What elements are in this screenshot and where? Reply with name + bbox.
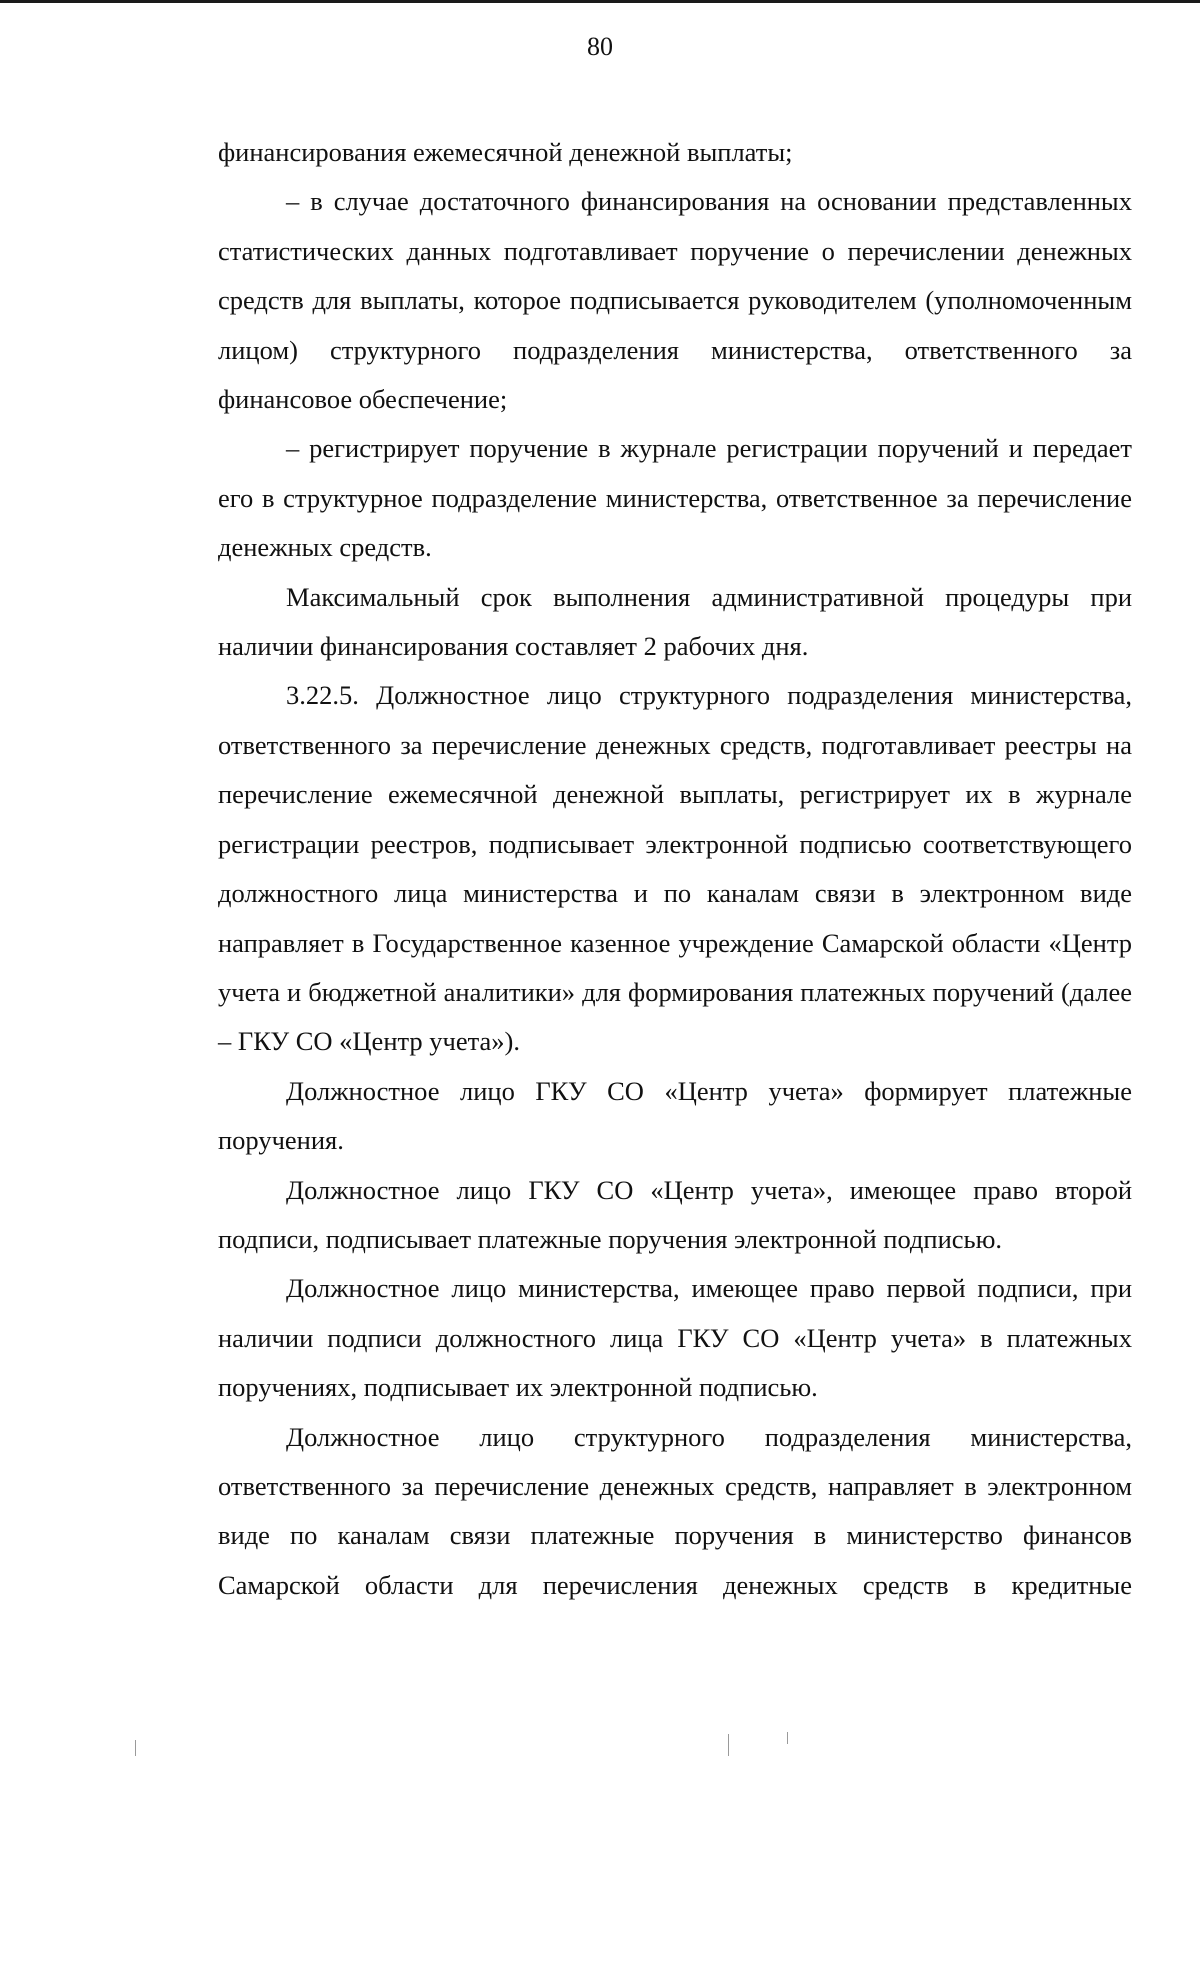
document-body (218, 128, 1132, 1610)
paragraph-section-3-22-5: 3.22.5. Должностное лицо структурного подразделения министерства, ответственного за перечисление денежных средств, подготавливает реестры на перечисление ежемесячной денежной выплаты, регистрирует их в журнале регистрации реестров, подписывает электронной подписью соответствующего должностного лица министерства и по каналам связи в электронном виде направляет в Государственное казенное учреждение Самарской области «Центр учета и бюджетной аналитики» для формирования платежных поручений (далее – ГКУ СО «Центр учета»). (218, 680, 1132, 1057)
paragraph: Должностное лицо ГКУ СО «Центр учета» формирует платежные поручения. (218, 1075, 1132, 1156)
page-number: 80 (587, 32, 613, 61)
scan-artifact-mark (787, 1732, 788, 1744)
paragraph-list-item: – в случае достаточного финансирования на основании представленных статистических данных подготавливает поручение о перечислении денежных средств для выплаты, которое подписывается руководителем (уполномоченным лицом) структурного подразделения министерства, ответственного за финансовое обеспечение; (218, 186, 1132, 415)
scan-artifact-mark (728, 1734, 729, 1756)
top-border-line (0, 0, 1200, 3)
paragraph-list-item: – регистрирует поручение в журнале регистрации поручений и передает его в структурное подразделение министерства, ответственное за перечисление денежных средств. (218, 433, 1132, 563)
scan-artifact-mark (135, 1740, 136, 1756)
paragraph-continues-next-page: Должностное лицо структурного подразделения министерства, ответственного за перечисление денежных средств, направляет в электронном виде по каналам связи платежные поручения в министерство финансов Самарской области для перечисления денежных средств в кредитные (218, 1421, 1132, 1600)
paragraph: Максимальный срок выполнения административной процедуры при наличии финансирования составляет 2 рабочих дня. (218, 581, 1132, 662)
paragraph-continuation: финансирования ежемесячной денежной выплаты; (218, 137, 793, 167)
paragraph: Должностное лицо министерства, имеющее право первой подписи, при наличии подписи должностного лица ГКУ СО «Центр учета» в платежных поручениях, подписывает их электронной подписью. (218, 1273, 1132, 1403)
paragraph: Должностное лицо ГКУ СО «Центр учета», имеющее право второй подписи, подписывает платежные поручения электронной подписью. (218, 1174, 1132, 1254)
